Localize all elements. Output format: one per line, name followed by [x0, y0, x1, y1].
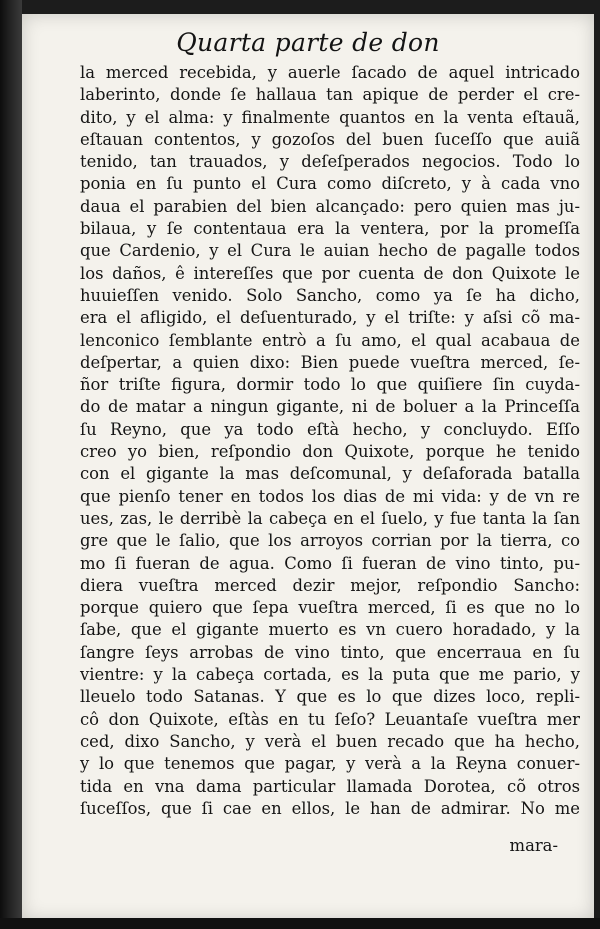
scan-bottom-edge [0, 918, 600, 929]
text-line: mo ſi fueran de agua. Como ſi fueran de vino tinto, pu- [80, 553, 580, 573]
text-line: lenconico ſemblante entrò a ſu amo, el qual acabaua de [80, 330, 580, 350]
text-line: ſabe, que el gigante muerto es vn cuero horadado, y la [80, 620, 580, 640]
text-line: los daños, ê intereſſes que por cuenta de don Quixote le [80, 263, 580, 283]
text-line: creo yo bien, reſpondio don Quixote, porque he tenido [80, 442, 580, 462]
text-line: laberinto, donde ſe hallaua tan apique de perder el cre- [80, 85, 580, 105]
text-line: cô don Quixote, eſtàs en tu ſeſo? Leuantaſe vueſtra mer [80, 709, 580, 729]
binding-shadow [0, 0, 22, 929]
text-line: porque quiero que ſepa vueſtra merced, ſi es que no lo [80, 598, 580, 618]
text-line: ſu Reyno, que ya todo eſtà hecho, y concluydo. Eſſo [80, 419, 580, 439]
text-line: tenido, tan trauados, y deſeſperados negocios. Todo lo [80, 152, 580, 172]
text-line: bilaua, y ſe contentaua era la ventera, por la promeſſa [80, 219, 580, 239]
text-line: con el gigante la mas deſcomunal, y deſaforada batalla [80, 464, 580, 484]
running-head: Quarta parte de don [176, 28, 440, 57]
text-line: dito, y el alma: y finalmente quantos en la venta eſtauã, [80, 107, 580, 127]
text-line: ponia en ſu punto el Cura como diſcreto, y à cada vno [80, 174, 580, 194]
text-line: era el afligido, el deſuenturado, y el triſte: y aſsi cõ ma- [80, 308, 580, 328]
text-line: ſuceſſos, que ſi cae en ellos, le han de admirar. No me [80, 798, 580, 818]
text-line: vientre: y la cabeça cortada, es la puta que me pario, y [80, 665, 580, 685]
text-line: eſtauan contentos, y gozoſos del buen ſuceſſo que auiã [80, 129, 580, 149]
book-page [22, 14, 594, 920]
text-line: deſpertar, a quien dixo: Bien puede vueſtra merced, ſe- [80, 352, 580, 372]
text-line: tida en vna dama particular llamada Dorotea, cõ otros [80, 776, 580, 796]
text-line: la merced recebida, y auerle ſacado de aquel intricado [80, 63, 580, 82]
text-line: ced, dixo Sancho, y verà el buen recado que ha hecho, [80, 731, 580, 751]
text-line: ñor triſte figura, dormir todo lo que quiſiere ſin cuyda- [80, 375, 580, 395]
body-text [80, 62, 580, 820]
text-line: huuieſſen venido. Solo Sancho, como ya ſe ha dicho, [80, 285, 580, 305]
text-line: lleuelo todo Satanas. Y que es lo que dizes loco, repli- [80, 687, 580, 707]
text-line: ſangre ſeys arrobas de vino tinto, que encerraua en ſu [80, 642, 580, 662]
text-line: diera vueſtra merced dezir mejor, reſpondio Sancho: [80, 575, 580, 595]
text-line: y lo que tenemos que pagar, y verà a la Reyna conuer- [80, 754, 580, 774]
catchword: mara- [509, 836, 558, 855]
text-line: gre que le ſalio, que los arroyos corrian por la tierra, co [80, 531, 580, 551]
text-line: que pienſo tener en todos los dias de mi vida: y de vn re [80, 486, 580, 506]
text-line: ues, zas, le derribè la cabeça en el ſuelo, y fue tanta la ſan [80, 508, 580, 528]
text-line: que Cardenio, y el Cura le auian hecho de pagalle todos [80, 241, 580, 261]
text-line: daua el parabien del bien alcançado: pero quien mas ju- [80, 196, 580, 216]
text-line: do de matar a ningun gigante, ni de boluer a la Princeſſa [80, 397, 580, 417]
